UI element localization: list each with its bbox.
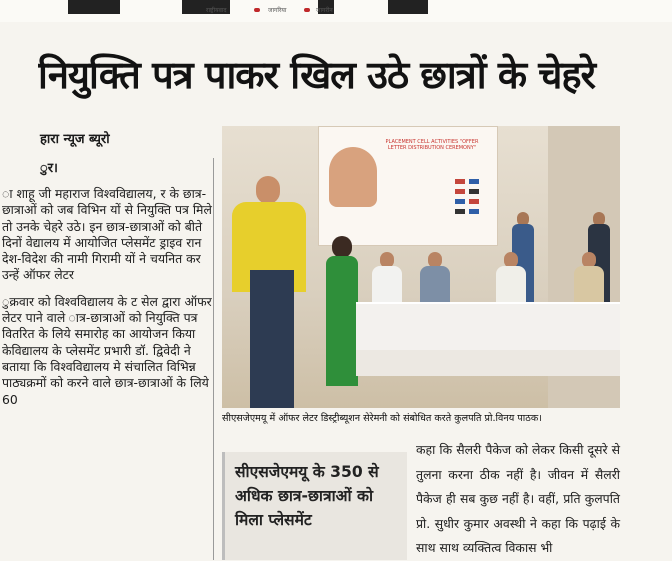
seated-guest [574, 252, 604, 306]
sponsor-logo [469, 199, 479, 204]
sponsor-logo [469, 209, 479, 214]
left-column [0, 186, 212, 418]
body-paragraph: ा शाहू जी महाराज विश्वविद्यालय, र के छात्र-छात्राओं को जब विभिन यों से नियुक्ति पत्र मिले तो उनके चेहरे उठे। इन छात्र-छात्राओं को बीते दिनों वेद्यालय में आयोजित प्लेसमेंट ड्राइव रान देश-विदेश की नामी गिरामी यों ने चयनित कर उन्हें ऑफर लेटर [2, 186, 212, 283]
sponsor-logo [469, 179, 479, 184]
body-paragraph: कहा कि सैलरी पैकेज को लेकर किसी दूसरे से तुलना करना ठीक नहीं है। जीवन में सैलरी पैकेज ही सब कुछ नहीं है। वहीं, प्रति कुलपति प्रो. सुधीर कुमार अवस्थी ने कहा कि पढ़ाई के साथ साथ व्यक्तित्व विकास भी [416, 442, 620, 555]
body-paragraph: ुक्रवार को विश्वविद्यालय के ट सेल द्वारा ऑफर लेटर पाने वाले ात्र-छात्राओं को नियुक्ति पत्र वितरित के लिये समारोह का आयोजन किया केविद्यालय के प्लेसमेंट प्रभारी डॉ. द्विवेदी ने बताया कि विश्वविद्यालय मे संचालित विभिन्न पाठ्यक्रमों को करने वाले छात्र-छात्राओं के लिये 60 [2, 293, 212, 407]
banner-title: PLACEMENT CELL ACTIVITIES "OFFER LETTER DISTRIBUTION CEREMONY" [385, 139, 479, 151]
guest-shirt [574, 266, 604, 306]
article-headline: नियुक्ति पत्र पाकर खिल उठे छात्रों के चेहरे [38, 52, 596, 97]
pull-quote-text: सीएसजेएमयू के 350 से अधिक छात्र-छात्राओं को मिला प्लेसमेंट [235, 463, 379, 529]
banner-portrait [329, 147, 377, 207]
sponsor-logo [455, 199, 465, 204]
dais-table [356, 302, 620, 352]
guest-shirt [496, 266, 526, 306]
column-rule [213, 158, 214, 560]
masthead-tag: राष्ट्रीयवाद [206, 7, 227, 14]
masthead-strip [0, 0, 672, 22]
masthead-letter [68, 0, 120, 14]
masthead-tag: जागरिया [268, 7, 287, 14]
woman-dress [326, 256, 358, 386]
guest-shirt [372, 266, 402, 306]
pull-quote-box [222, 452, 407, 560]
byline: हारा न्यूज ब्यूरो [40, 132, 110, 147]
seated-guest [496, 252, 526, 306]
speaker-head [256, 176, 280, 204]
guest-shirt [420, 266, 450, 306]
lectern [250, 270, 294, 408]
sponsor-logo [455, 189, 465, 194]
sponsor-logo [455, 209, 465, 214]
news-photo [222, 126, 620, 408]
masthead-dot [254, 8, 260, 12]
right-column [416, 438, 620, 561]
masthead-tag: जागरीन [316, 7, 333, 14]
table-skirt [356, 350, 620, 376]
dateline: ुर। [40, 161, 58, 176]
sponsor-logo [469, 189, 479, 194]
event-banner [318, 126, 498, 246]
sponsor-logo [455, 179, 465, 184]
masthead-dot [304, 8, 310, 12]
seated-guest [420, 252, 450, 306]
seated-guest [372, 252, 402, 306]
masthead-letter [388, 0, 428, 14]
photo-caption: सीएसजेएमयू में ऑफर लेटर डिस्ट्रीब्यूशन सेरेमनी को संबोधित करते कुलपति प्रो.विनय पाठक। [222, 413, 542, 424]
standing-woman [326, 236, 358, 386]
woman-head [332, 236, 352, 258]
